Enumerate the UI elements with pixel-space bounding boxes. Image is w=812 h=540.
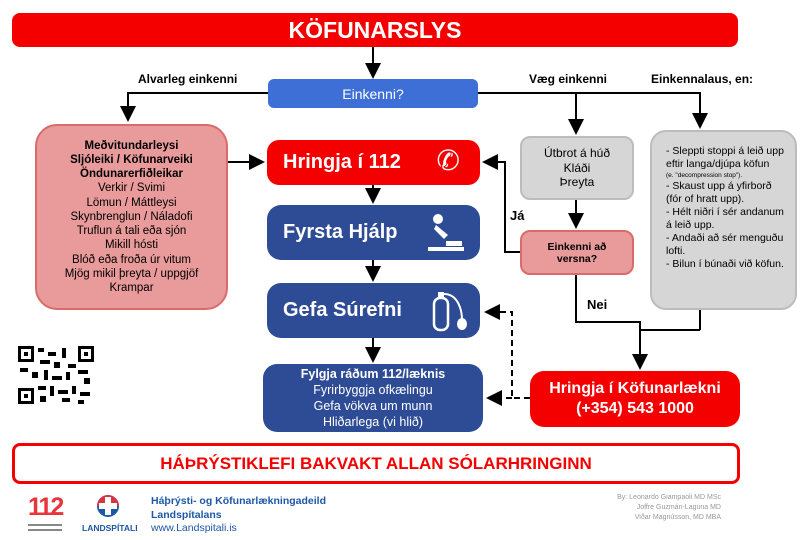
website-link[interactable]: www.Landspitali.is [151, 522, 237, 534]
oxygen-step [267, 283, 480, 338]
cpr-icon [426, 213, 466, 253]
symptoms-question [268, 79, 478, 108]
symptom: Blóð eða froða úr vitum [72, 253, 191, 266]
symptom: Öndunarerfiðleikar [80, 168, 183, 181]
symptom: Meðvitundarleysi [84, 139, 179, 152]
risk-item: - Sleppti stoppi á leið upp eftir langa/djúpa köfun [666, 145, 784, 170]
severe-symptoms-box [35, 124, 228, 310]
symptom: Kláði [563, 160, 591, 175]
no-label: Nei [587, 297, 608, 312]
worsening-question [520, 230, 634, 275]
logo-112 [28, 494, 62, 534]
authors [617, 493, 721, 523]
yes-label: Já [510, 208, 525, 223]
symptom: Útbrot á húð [543, 146, 611, 161]
first-aid-label: Fyrsta Hjálp [283, 221, 398, 243]
symptom: Lömun / Máttleysi [86, 196, 177, 209]
qr-code[interactable] [18, 346, 94, 404]
symptom: Þreyta [559, 175, 595, 190]
title-banner [12, 13, 738, 47]
logo-112-text: 112 [28, 493, 63, 521]
severe-label: Alvarleg einkenni [138, 72, 238, 86]
symptom: Verkir / Svimi [97, 182, 166, 195]
author: Joffre Guzmán-Laguna MD [636, 504, 721, 511]
hyperbaric-banner [12, 443, 740, 484]
landspitali-cross-icon [96, 494, 120, 518]
risk-item: - Skaust upp á yfirborð (fór of hratt upp). [666, 180, 772, 205]
mild-label: Væg einkenni [529, 72, 608, 86]
symptom: Skynbrenglun / Náladofi [70, 210, 193, 223]
advice-item: Hliðarlega (vi hlið) [322, 415, 424, 429]
risk-item: - Bilun í búnaði við köfun. [666, 258, 784, 270]
diving-doctor-phone[interactable]: (+354) 543 1000 [576, 400, 694, 417]
author: By: Leonardo Giampaoli MD MSc [617, 494, 721, 501]
symptom: Mjög mikil þreyta / uppgjöf [64, 267, 199, 280]
risk-item: - Hélt niðri í sér andanum á leið upp. [666, 206, 784, 231]
banner-text: HÁÞRÝSTIKLEFI BAKVAKT ALLAN SÓLARHRINGINN [160, 453, 592, 473]
no-symptoms-risk-box [650, 130, 797, 310]
diving-doctor-label: Hringja í Köfunarlækni [549, 380, 721, 397]
oxygen-label: Gefa Súrefni [283, 299, 402, 321]
hospital-name: Landspítalans [151, 508, 222, 521]
symptom: Sljóleiki / Köfunarveiki [70, 154, 193, 167]
risk-item: - Andaði að sér menguðu lofti. [666, 232, 784, 257]
symptom: Mikill hósti [104, 239, 159, 252]
department-name: Háþrýsti- og Köfunarlækningadeild [151, 495, 327, 507]
follow-advice-box [263, 364, 483, 432]
department-info [151, 495, 326, 536]
none-label: Einkennalaus, en: [651, 72, 754, 86]
worsening-label: Einkenni að versna? [547, 240, 607, 265]
first-aid-step [267, 205, 480, 260]
risk-note: (e. "decompression stop"). [666, 172, 743, 179]
oxygen-tank-icon [428, 290, 468, 332]
mild-symptoms-box [520, 136, 634, 200]
call-diving-doctor-step [530, 371, 740, 427]
follow-title: Fylgja ráðum 112/læknis [300, 367, 446, 381]
landspitali-logo [82, 494, 138, 533]
call-112-step [267, 140, 480, 185]
phone-icon: ✆ [436, 145, 460, 176]
advice-item: Gefa vökva um munn [313, 399, 433, 413]
advice-item: Fyrirbyggja ofkælingu [313, 383, 433, 397]
call-112-label: Hringja í 112 [283, 151, 401, 173]
symptom: Krampar [109, 281, 154, 294]
landspitali-logo-text: LANDSPÍTALI [82, 523, 138, 533]
question-label: Einkenni? [342, 85, 404, 102]
page-title: KÖFUNARSLYS [288, 16, 462, 43]
author: Viðar Magnússon, MD MBA [634, 514, 721, 521]
symptom: Truflun á tali eða sjón [76, 225, 187, 238]
